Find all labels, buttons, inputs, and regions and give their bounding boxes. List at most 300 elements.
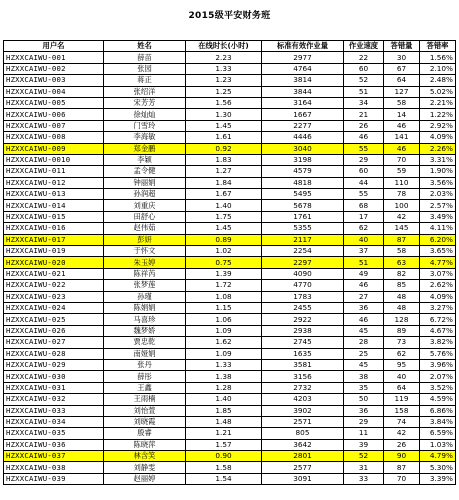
wrong-count-cell[interactable]: 85: [384, 280, 420, 291]
online-hours-cell[interactable]: 1.75: [186, 211, 262, 222]
standard-volume-cell[interactable]: 2977: [262, 52, 344, 63]
username-cell[interactable]: HZXXCAIWU-016: [4, 223, 104, 234]
username-cell[interactable]: HZXXCAIWU-014: [4, 200, 104, 211]
name-cell[interactable]: 魏梦娇: [104, 325, 186, 336]
wrong-count-cell[interactable]: 82: [384, 268, 420, 279]
name-cell[interactable]: 王雨楠: [104, 394, 186, 405]
wrong-rate-cell[interactable]: 2.10%: [420, 63, 456, 74]
name-cell[interactable]: 南娅娟: [104, 348, 186, 359]
online-hours-cell[interactable]: 1.33: [186, 63, 262, 74]
speed-cell[interactable]: 46: [344, 280, 384, 291]
standard-volume-cell[interactable]: 3642: [262, 439, 344, 450]
wrong-rate-cell[interactable]: 4.67%: [420, 325, 456, 336]
online-hours-cell[interactable]: 1.56: [186, 97, 262, 108]
name-cell[interactable]: 刘重庆: [104, 200, 186, 211]
standard-volume-cell[interactable]: 4090: [262, 268, 344, 279]
speed-cell[interactable]: 50: [344, 394, 384, 405]
wrong-count-cell[interactable]: 46: [384, 143, 420, 154]
table-row: [4, 382, 456, 393]
name-cell[interactable]: 孙润超: [104, 189, 186, 200]
standard-volume-cell[interactable]: 2117: [262, 234, 344, 245]
online-hours-cell[interactable]: 1.57: [186, 439, 262, 450]
username-cell[interactable]: HZXXCAIWU-024: [4, 302, 104, 313]
standard-volume-cell[interactable]: 2277: [262, 120, 344, 131]
standard-volume-cell[interactable]: 3844: [262, 86, 344, 97]
table-row: [4, 268, 456, 279]
username-cell[interactable]: HZXXCAIWU-005: [4, 97, 104, 108]
table-row: [4, 177, 456, 188]
username-cell[interactable]: HZXXCAIWU-003: [4, 75, 104, 86]
header-name[interactable]: 姓名: [104, 41, 186, 52]
wrong-count-cell[interactable]: 100: [384, 200, 420, 211]
speed-cell[interactable]: 29: [344, 416, 384, 427]
standard-volume-cell[interactable]: 4579: [262, 166, 344, 177]
wrong-rate-cell[interactable]: 2.48%: [420, 75, 456, 86]
online-hours-cell[interactable]: 1.40: [186, 394, 262, 405]
standard-volume-cell[interactable]: 3156: [262, 371, 344, 382]
online-hours-cell[interactable]: 1.33: [186, 359, 262, 370]
name-cell[interactable]: 殷睿: [104, 428, 186, 439]
table-row: [4, 405, 456, 416]
online-hours-cell[interactable]: 1.38: [186, 371, 262, 382]
wrong-rate-cell[interactable]: 6.59%: [420, 428, 456, 439]
standard-volume-cell[interactable]: 2571: [262, 416, 344, 427]
standard-volume-cell[interactable]: 3164: [262, 97, 344, 108]
standard-volume-cell[interactable]: 2297: [262, 257, 344, 268]
header-online-hours[interactable]: 在线时长(小时): [186, 41, 262, 52]
online-hours-cell[interactable]: 1.85: [186, 405, 262, 416]
speed-cell[interactable]: 11: [344, 428, 384, 439]
wrong-rate-cell[interactable]: 5.76%: [420, 348, 456, 359]
speed-cell[interactable]: 29: [344, 154, 384, 165]
wrong-rate-cell[interactable]: 3.27%: [420, 302, 456, 313]
standard-volume-cell[interactable]: 2745: [262, 337, 344, 348]
speed-cell[interactable]: 31: [344, 462, 384, 473]
table-row: [4, 337, 456, 348]
wrong-count-cell[interactable]: 42: [384, 211, 420, 222]
name-cell[interactable]: 赵伟茹: [104, 223, 186, 234]
name-cell[interactable]: 彭妍: [104, 234, 186, 245]
standard-volume-cell[interactable]: 3198: [262, 154, 344, 165]
standard-volume-cell[interactable]: 5495: [262, 189, 344, 200]
username-cell[interactable]: HZXXCAIWU-013: [4, 189, 104, 200]
name-cell[interactable]: 刘晓霞: [104, 416, 186, 427]
wrong-rate-cell[interactable]: 3.39%: [420, 473, 456, 484]
standard-volume-cell[interactable]: 4203: [262, 394, 344, 405]
name-cell[interactable]: 刘静雯: [104, 462, 186, 473]
speed-cell[interactable]: 55: [344, 143, 384, 154]
name-cell[interactable]: 刘怡萱: [104, 405, 186, 416]
wrong-count-cell[interactable]: 58: [384, 97, 420, 108]
username-cell[interactable]: HZXXCAIWU-035: [4, 428, 104, 439]
wrong-count-cell[interactable]: 110: [384, 177, 420, 188]
wrong-rate-cell[interactable]: 6.72%: [420, 314, 456, 325]
speed-cell[interactable]: 26: [344, 120, 384, 131]
performance-table: [3, 40, 456, 485]
username-cell[interactable]: HZXXCAIWU-015: [4, 211, 104, 222]
online-hours-cell[interactable]: 0.89: [186, 234, 262, 245]
standard-volume-cell[interactable]: 2732: [262, 382, 344, 393]
speed-cell[interactable]: 34: [344, 97, 384, 108]
speed-cell[interactable]: 17: [344, 211, 384, 222]
wrong-rate-cell[interactable]: 1.56%: [420, 52, 456, 63]
username-cell[interactable]: HZXXCAIWU-006: [4, 109, 104, 120]
speed-cell[interactable]: 27: [344, 291, 384, 302]
speed-cell[interactable]: 25: [344, 348, 384, 359]
table-row: [4, 52, 456, 63]
online-hours-cell[interactable]: 0.90: [186, 451, 262, 462]
speed-cell[interactable]: 28: [344, 337, 384, 348]
standard-volume-cell[interactable]: 5678: [262, 200, 344, 211]
wrong-count-cell[interactable]: 141: [384, 132, 420, 143]
username-cell[interactable]: HZXXCAIWU-021: [4, 268, 104, 279]
speed-cell[interactable]: 33: [344, 473, 384, 484]
online-hours-cell[interactable]: 1.40: [186, 200, 262, 211]
online-hours-cell[interactable]: 0.75: [186, 257, 262, 268]
table-row: [4, 97, 456, 108]
online-hours-cell[interactable]: 1.62: [186, 337, 262, 348]
wrong-count-cell[interactable]: 127: [384, 86, 420, 97]
username-cell[interactable]: HZXXCAIWU-025: [4, 314, 104, 325]
wrong-count-cell[interactable]: 87: [384, 462, 420, 473]
wrong-rate-cell[interactable]: 4.09%: [420, 291, 456, 302]
speed-cell[interactable]: 38: [344, 371, 384, 382]
standard-volume-cell[interactable]: 1667: [262, 109, 344, 120]
username-cell[interactable]: HZXXCAIWU-027: [4, 337, 104, 348]
wrong-rate-cell[interactable]: 2.07%: [420, 371, 456, 382]
standard-volume-cell[interactable]: 3040: [262, 143, 344, 154]
online-hours-cell[interactable]: 1.54: [186, 473, 262, 484]
name-cell[interactable]: 宋芳芳: [104, 97, 186, 108]
wrong-count-cell[interactable]: 42: [384, 428, 420, 439]
wrong-rate-cell[interactable]: 2.21%: [420, 97, 456, 108]
username-cell[interactable]: HZXXCAIWU-026: [4, 325, 104, 336]
online-hours-cell[interactable]: 1.02: [186, 246, 262, 257]
speed-cell[interactable]: 62: [344, 223, 384, 234]
standard-volume-cell[interactable]: 3581: [262, 359, 344, 370]
wrong-rate-cell[interactable]: 2.03%: [420, 189, 456, 200]
name-cell[interactable]: 张绍洋: [104, 86, 186, 97]
header-username[interactable]: 用户名: [4, 41, 104, 52]
online-hours-cell[interactable]: 1.06: [186, 314, 262, 325]
online-hours-cell[interactable]: 1.61: [186, 132, 262, 143]
username-cell[interactable]: HZXXCAIWU-002: [4, 63, 104, 74]
wrong-count-cell[interactable]: 62: [384, 348, 420, 359]
online-hours-cell[interactable]: 1.15: [186, 302, 262, 313]
wrong-count-cell[interactable]: 14: [384, 109, 420, 120]
online-hours-cell[interactable]: 1.48: [186, 416, 262, 427]
name-cell[interactable]: 陈晓萍: [104, 439, 186, 450]
online-hours-cell[interactable]: 1.45: [186, 120, 262, 131]
online-hours-cell[interactable]: 1.72: [186, 280, 262, 291]
name-cell[interactable]: 薛苗: [104, 52, 186, 63]
name-cell[interactable]: 赵丽婷: [104, 473, 186, 484]
standard-volume-cell[interactable]: 4770: [262, 280, 344, 291]
wrong-count-cell[interactable]: 87: [384, 234, 420, 245]
speed-cell[interactable]: 46: [344, 132, 384, 143]
header-standard-volume[interactable]: 标准有效作业量: [262, 41, 344, 52]
name-cell[interactable]: 王鑫: [104, 382, 186, 393]
table-row: [4, 211, 456, 222]
wrong-count-cell[interactable]: 67: [384, 63, 420, 74]
online-hours-cell[interactable]: 1.30: [186, 109, 262, 120]
wrong-rate-cell[interactable]: 4.09%: [420, 132, 456, 143]
speed-cell[interactable]: 45: [344, 359, 384, 370]
speed-cell[interactable]: 51: [344, 86, 384, 97]
username-cell[interactable]: HZXXCAIWU-023: [4, 291, 104, 302]
standard-volume-cell[interactable]: 2254: [262, 246, 344, 257]
name-cell[interactable]: 马喜珍: [104, 314, 186, 325]
wrong-rate-cell[interactable]: 4.79%: [420, 451, 456, 462]
wrong-rate-cell[interactable]: 3.84%: [420, 416, 456, 427]
standard-volume-cell[interactable]: 805: [262, 428, 344, 439]
wrong-rate-cell[interactable]: 1.03%: [420, 439, 456, 450]
standard-volume-cell[interactable]: 3091: [262, 473, 344, 484]
online-hours-cell[interactable]: 1.21: [186, 428, 262, 439]
speed-cell[interactable]: 36: [344, 302, 384, 313]
header-wrong-rate[interactable]: 答错率: [420, 41, 456, 52]
table-row: [4, 280, 456, 291]
username-cell[interactable]: HZXXCAIWU-030: [4, 371, 104, 382]
online-hours-cell[interactable]: 1.09: [186, 348, 262, 359]
standard-volume-cell[interactable]: 1761: [262, 211, 344, 222]
wrong-rate-cell[interactable]: 1.90%: [420, 166, 456, 177]
name-cell[interactable]: 张丹: [104, 359, 186, 370]
wrong-count-cell[interactable]: 26: [384, 439, 420, 450]
username-cell[interactable]: HZXXCAIWU-039: [4, 473, 104, 484]
wrong-rate-cell[interactable]: 3.96%: [420, 359, 456, 370]
username-cell[interactable]: HZXXCAIWU-004: [4, 86, 104, 97]
name-cell[interactable]: 门雪玲: [104, 120, 186, 131]
online-hours-cell[interactable]: 1.84: [186, 177, 262, 188]
name-cell[interactable]: 钟丽娟: [104, 177, 186, 188]
wrong-count-cell[interactable]: 64: [384, 382, 420, 393]
username-cell[interactable]: HZXXCAIWU-031: [4, 382, 104, 393]
speed-cell[interactable]: 36: [344, 405, 384, 416]
header-speed[interactable]: 作业速度: [344, 41, 384, 52]
standard-volume-cell[interactable]: 1635: [262, 348, 344, 359]
name-cell[interactable]: 孟令健: [104, 166, 186, 177]
wrong-count-cell[interactable]: 119: [384, 394, 420, 405]
name-cell[interactable]: 李海敏: [104, 132, 186, 143]
standard-volume-cell[interactable]: 2938: [262, 325, 344, 336]
name-cell[interactable]: 朱玉婷: [104, 257, 186, 268]
wrong-count-cell[interactable]: 128: [384, 314, 420, 325]
wrong-rate-cell[interactable]: 5.02%: [420, 86, 456, 97]
speed-cell[interactable]: 44: [344, 177, 384, 188]
wrong-count-cell[interactable]: 63: [384, 257, 420, 268]
online-hours-cell[interactable]: 1.83: [186, 154, 262, 165]
standard-volume-cell[interactable]: 5355: [262, 223, 344, 234]
wrong-count-cell[interactable]: 90: [384, 451, 420, 462]
wrong-count-cell[interactable]: 58: [384, 246, 420, 257]
username-cell[interactable]: HZXXCAIWU-034: [4, 416, 104, 427]
name-cell[interactable]: 李颖: [104, 154, 186, 165]
username-cell[interactable]: HZXXCAIWU-028: [4, 348, 104, 359]
table-row: [4, 325, 456, 336]
wrong-count-cell[interactable]: 59: [384, 166, 420, 177]
header-wrong-count[interactable]: 答错量: [384, 41, 420, 52]
name-cell[interactable]: 田舒心: [104, 211, 186, 222]
username-cell[interactable]: HZXXCAIWU-038: [4, 462, 104, 473]
wrong-count-cell[interactable]: 70: [384, 473, 420, 484]
username-cell[interactable]: HZXXCAIWU-022: [4, 280, 104, 291]
wrong-rate-cell[interactable]: 3.31%: [420, 154, 456, 165]
speed-cell[interactable]: 60: [344, 63, 384, 74]
speed-cell[interactable]: 52: [344, 451, 384, 462]
speed-cell[interactable]: 35: [344, 382, 384, 393]
wrong-count-cell[interactable]: 74: [384, 416, 420, 427]
table-row: [4, 462, 456, 473]
wrong-count-cell[interactable]: 73: [384, 337, 420, 348]
name-cell[interactable]: 林含笑: [104, 451, 186, 462]
standard-volume-cell[interactable]: 2577: [262, 462, 344, 473]
name-cell[interactable]: 蒋正: [104, 75, 186, 86]
wrong-rate-cell[interactable]: 2.92%: [420, 120, 456, 131]
name-cell[interactable]: 徐灿灿: [104, 109, 186, 120]
wrong-rate-cell[interactable]: 2.26%: [420, 143, 456, 154]
username-cell[interactable]: HZXXCAIWU-007: [4, 120, 104, 131]
speed-cell[interactable]: 40: [344, 234, 384, 245]
wrong-count-cell[interactable]: 145: [384, 223, 420, 234]
speed-cell[interactable]: 60: [344, 166, 384, 177]
speed-cell[interactable]: 68: [344, 200, 384, 211]
wrong-rate-cell[interactable]: 3.52%: [420, 382, 456, 393]
username-cell[interactable]: HZXXCAIWU-011: [4, 166, 104, 177]
table-row: [4, 348, 456, 359]
online-hours-cell[interactable]: 1.23: [186, 75, 262, 86]
wrong-count-cell[interactable]: 30: [384, 52, 420, 63]
online-hours-cell[interactable]: 0.92: [186, 143, 262, 154]
name-cell[interactable]: 陈祥芮: [104, 268, 186, 279]
wrong-count-cell[interactable]: 95: [384, 359, 420, 370]
table-row: [4, 223, 456, 234]
wrong-rate-cell[interactable]: 3.07%: [420, 268, 456, 279]
table-row: [4, 291, 456, 302]
speed-cell[interactable]: 22: [344, 52, 384, 63]
wrong-rate-cell[interactable]: 2.57%: [420, 200, 456, 211]
standard-volume-cell[interactable]: 2922: [262, 314, 344, 325]
name-cell[interactable]: 贾忠乾: [104, 337, 186, 348]
name-cell[interactable]: 张梦莲: [104, 280, 186, 291]
table-row: [4, 394, 456, 405]
username-cell[interactable]: HZXXCAIWU-008: [4, 132, 104, 143]
wrong-rate-cell[interactable]: 4.11%: [420, 223, 456, 234]
speed-cell[interactable]: 39: [344, 439, 384, 450]
table-row: [4, 257, 456, 268]
name-cell[interactable]: 于怀文: [104, 246, 186, 257]
name-cell[interactable]: 孙瑾: [104, 291, 186, 302]
standard-volume-cell[interactable]: 2801: [262, 451, 344, 462]
online-hours-cell[interactable]: 1.39: [186, 268, 262, 279]
online-hours-cell[interactable]: 1.28: [186, 382, 262, 393]
standard-volume-cell[interactable]: 3902: [262, 405, 344, 416]
table-row: [4, 302, 456, 313]
speed-cell[interactable]: 21: [344, 109, 384, 120]
table-row: [4, 120, 456, 131]
name-cell[interactable]: 张园: [104, 63, 186, 74]
wrong-count-cell[interactable]: 48: [384, 291, 420, 302]
online-hours-cell[interactable]: 1.08: [186, 291, 262, 302]
name-cell[interactable]: 薛彤: [104, 371, 186, 382]
speed-cell[interactable]: 52: [344, 75, 384, 86]
online-hours-cell[interactable]: 1.45: [186, 223, 262, 234]
speed-cell[interactable]: 37: [344, 246, 384, 257]
username-cell[interactable]: HZXXCAIWU-001: [4, 52, 104, 63]
username-cell[interactable]: HZXXCAIWU-036: [4, 439, 104, 450]
username-cell[interactable]: HZXXCAIWU-017: [4, 234, 104, 245]
online-hours-cell[interactable]: 1.25: [186, 86, 262, 97]
wrong-count-cell[interactable]: 48: [384, 302, 420, 313]
username-cell[interactable]: HZXXCAIWU-037: [4, 451, 104, 462]
username-cell[interactable]: HZXXCAIWU-009: [4, 143, 104, 154]
table-row: [4, 189, 456, 200]
speed-cell[interactable]: 51: [344, 257, 384, 268]
wrong-count-cell[interactable]: 78: [384, 189, 420, 200]
wrong-count-cell[interactable]: 89: [384, 325, 420, 336]
username-cell[interactable]: HZXXCAIWU-033: [4, 405, 104, 416]
online-hours-cell[interactable]: 2.23: [186, 52, 262, 63]
name-cell[interactable]: 陈娟娟: [104, 302, 186, 313]
speed-cell[interactable]: 46: [344, 314, 384, 325]
online-hours-cell[interactable]: 1.27: [186, 166, 262, 177]
standard-volume-cell[interactable]: 4818: [262, 177, 344, 188]
online-hours-cell[interactable]: 1.09: [186, 325, 262, 336]
standard-volume-cell[interactable]: 4764: [262, 63, 344, 74]
username-cell[interactable]: HZXXCAIWU-012: [4, 177, 104, 188]
wrong-count-cell[interactable]: 64: [384, 75, 420, 86]
online-hours-cell[interactable]: 1.67: [186, 189, 262, 200]
standard-volume-cell[interactable]: 2455: [262, 302, 344, 313]
standard-volume-cell[interactable]: 1783: [262, 291, 344, 302]
table-row: [4, 314, 456, 325]
username-cell[interactable]: HZXXCAIWU-020: [4, 257, 104, 268]
wrong-rate-cell[interactable]: 2.62%: [420, 280, 456, 291]
wrong-count-cell[interactable]: 46: [384, 120, 420, 131]
username-cell[interactable]: HZXXCAIWU-032: [4, 394, 104, 405]
wrong-rate-cell[interactable]: 3.65%: [420, 246, 456, 257]
table-row: [4, 154, 456, 165]
wrong-rate-cell[interactable]: 3.49%: [420, 211, 456, 222]
wrong-rate-cell[interactable]: 3.56%: [420, 177, 456, 188]
table-row: [4, 75, 456, 86]
wrong-rate-cell[interactable]: 3.82%: [420, 337, 456, 348]
sheet-title: 2015级平安财务班: [188, 11, 271, 21]
speed-cell[interactable]: 49: [344, 268, 384, 279]
online-hours-cell[interactable]: 1.58: [186, 462, 262, 473]
speed-cell[interactable]: 55: [344, 189, 384, 200]
wrong-rate-cell[interactable]: 5.30%: [420, 462, 456, 473]
username-cell[interactable]: HZXXCAIWU-019: [4, 246, 104, 257]
wrong-rate-cell[interactable]: 1.22%: [420, 109, 456, 120]
name-cell[interactable]: 郑金鹏: [104, 143, 186, 154]
username-cell[interactable]: HZXXCAIWU-029: [4, 359, 104, 370]
username-cell[interactable]: HZXXCAIWU-0010: [4, 154, 104, 165]
wrong-count-cell[interactable]: 70: [384, 154, 420, 165]
standard-volume-cell[interactable]: 4446: [262, 132, 344, 143]
wrong-count-cell[interactable]: 158: [384, 405, 420, 416]
wrong-rate-cell[interactable]: 6.20%: [420, 234, 456, 245]
table-row: [4, 200, 456, 211]
table-row: [4, 63, 456, 74]
wrong-rate-cell[interactable]: 6.86%: [420, 405, 456, 416]
speed-cell[interactable]: 45: [344, 325, 384, 336]
standard-volume-cell[interactable]: 3814: [262, 75, 344, 86]
table-row: [4, 132, 456, 143]
wrong-rate-cell[interactable]: 4.77%: [420, 257, 456, 268]
wrong-count-cell[interactable]: 40: [384, 371, 420, 382]
wrong-rate-cell[interactable]: 4.59%: [420, 394, 456, 405]
